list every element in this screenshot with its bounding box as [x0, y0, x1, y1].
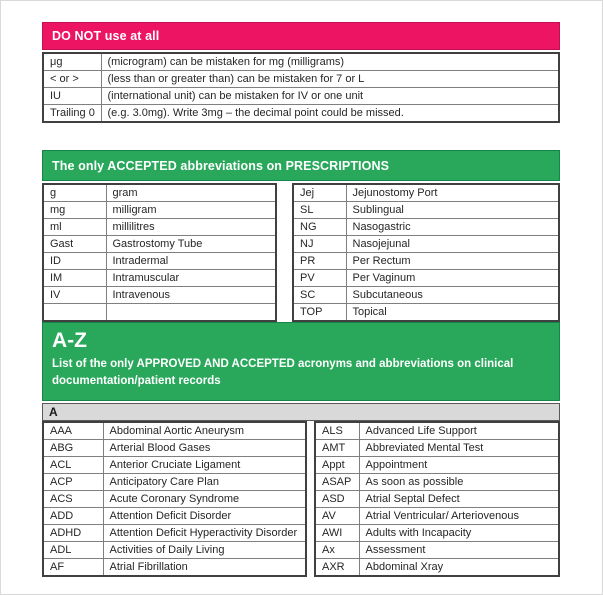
- az-table-left: [42, 421, 307, 577]
- table-row: [43, 422, 306, 440]
- az-title: A-Z: [52, 329, 87, 352]
- abbreviation-cell: SL: [293, 202, 346, 219]
- abbreviation-cell: < or >: [43, 71, 101, 88]
- az-section: [42, 322, 560, 577]
- abbreviation-cell: PR: [293, 253, 346, 270]
- description-cell: Adults with Incapacity: [359, 524, 559, 541]
- table-row: [43, 490, 306, 507]
- description-cell: Advanced Life Support: [359, 422, 559, 440]
- abbreviation-cell: mg: [43, 202, 106, 219]
- table-row: [315, 456, 559, 473]
- description-cell: (e.g. 3.0mg). Write 3mg – the decimal point could be missed.: [101, 105, 559, 123]
- abbreviation-cell: IV: [43, 287, 106, 304]
- table-row: [293, 219, 559, 236]
- abbreviation-cell: ml: [43, 219, 106, 236]
- table-row: [43, 219, 276, 236]
- prescriptions-table-right: [292, 183, 560, 322]
- description-cell: Abbreviated Mental Test: [359, 439, 559, 456]
- prescriptions-title: The only ACCEPTED abbreviations on PRESCRIPTIONS: [52, 158, 390, 173]
- table-row: [43, 236, 276, 253]
- abbreviation-cell: ACL: [43, 456, 103, 473]
- table-row: [43, 253, 276, 270]
- table-gap: [277, 183, 292, 322]
- description-cell: (less than or greater than) can be mistaken for 7 or L: [101, 71, 559, 88]
- description-cell: [106, 304, 276, 322]
- description-cell: Anticipatory Care Plan: [103, 473, 306, 490]
- table-row: [43, 105, 559, 123]
- az-table-right: [314, 421, 560, 577]
- abbreviation-cell: Ax: [315, 541, 359, 558]
- description-cell: Jejunostomy Port: [346, 184, 559, 202]
- description-cell: (international unit) can be mistaken for IV or one unit: [101, 88, 559, 105]
- abbreviation-cell: ACS: [43, 490, 103, 507]
- abbreviation-cell: AMT: [315, 439, 359, 456]
- table-row: [315, 490, 559, 507]
- abbreviation-cell: ADHD: [43, 524, 103, 541]
- table-row: [293, 202, 559, 219]
- description-cell: milligram: [106, 202, 276, 219]
- description-cell: Topical: [346, 304, 559, 322]
- table-row: [43, 53, 559, 71]
- abbreviation-cell: ASD: [315, 490, 359, 507]
- abbreviation-cell: IM: [43, 270, 106, 287]
- description-cell: Atrial Ventricular/ Arteriovenous: [359, 507, 559, 524]
- description-cell: Intravenous: [106, 287, 276, 304]
- description-cell: Sublingual: [346, 202, 559, 219]
- abbreviation-cell: ALS: [315, 422, 359, 440]
- description-cell: Arterial Blood Gases: [103, 439, 306, 456]
- table-row: [43, 473, 306, 490]
- table-row: [43, 558, 306, 576]
- table-row: [315, 541, 559, 558]
- table-row: [43, 202, 276, 219]
- table-row: [43, 304, 276, 322]
- do-not-section: [42, 22, 560, 123]
- az-subtitle: List of the only APPROVED AND ACCEPTED acronyms and abbreviations on clinical documentation/patient records: [52, 358, 514, 388]
- description-cell: Abdominal Xray: [359, 558, 559, 576]
- abbreviation-cell: ADD: [43, 507, 103, 524]
- table-row: [43, 287, 276, 304]
- description-cell: gram: [106, 184, 276, 202]
- table-row: [43, 507, 306, 524]
- abbreviation-cell: Jej: [293, 184, 346, 202]
- table-row: [293, 236, 559, 253]
- table-row: [315, 524, 559, 541]
- abbreviation-cell: ID: [43, 253, 106, 270]
- description-cell: Intradermal: [106, 253, 276, 270]
- prescriptions-table-left: [42, 183, 277, 322]
- description-cell: Gastrostomy Tube: [106, 236, 276, 253]
- table-gap: [307, 421, 314, 577]
- az-tables: [42, 421, 560, 577]
- do-not-header: [42, 22, 560, 50]
- abbreviation-cell: ADL: [43, 541, 103, 558]
- table-row: [315, 558, 559, 576]
- description-cell: millilitres: [106, 219, 276, 236]
- do-not-title: DO NOT use at all: [52, 29, 160, 43]
- abbreviation-cell: TOP: [293, 304, 346, 322]
- table-row: [315, 507, 559, 524]
- description-cell: Intramuscular: [106, 270, 276, 287]
- abbreviation-cell: NJ: [293, 236, 346, 253]
- description-cell: Acute Coronary Syndrome: [103, 490, 306, 507]
- letter-a-label: A: [49, 404, 58, 419]
- abbreviation-cell: AV: [315, 507, 359, 524]
- abbreviation-cell: AAA: [43, 422, 103, 440]
- abbreviation-cell: AWI: [315, 524, 359, 541]
- description-cell: Assessment: [359, 541, 559, 558]
- table-row: [43, 71, 559, 88]
- table-row: [293, 287, 559, 304]
- description-cell: Subcutaneous: [346, 287, 559, 304]
- description-cell: Attention Deficit Disorder: [103, 507, 306, 524]
- abbreviation-cell: IU: [43, 88, 101, 105]
- description-cell: Anterior Cruciate Ligament: [103, 456, 306, 473]
- description-cell: Appointment: [359, 456, 559, 473]
- az-header: [42, 322, 560, 401]
- table-row: [293, 304, 559, 322]
- abbreviation-cell: NG: [293, 219, 346, 236]
- description-cell: (microgram) can be mistaken for mg (milligrams): [101, 53, 559, 71]
- description-cell: Abdominal Aortic Aneurysm: [103, 422, 306, 440]
- table-row: [43, 270, 276, 287]
- description-cell: Per Vaginum: [346, 270, 559, 287]
- table-row: [293, 253, 559, 270]
- description-cell: As soon as possible: [359, 473, 559, 490]
- description-cell: Per Rectum: [346, 253, 559, 270]
- description-cell: Activities of Daily Living: [103, 541, 306, 558]
- abbreviation-cell: AXR: [315, 558, 359, 576]
- abbreviation-cell: Gast: [43, 236, 106, 253]
- abbreviation-cell: g: [43, 184, 106, 202]
- abbreviation-cell: AF: [43, 558, 103, 576]
- prescriptions-header: [42, 150, 560, 181]
- table-row: [293, 270, 559, 287]
- description-cell: Nasojejunal: [346, 236, 559, 253]
- table-row: [43, 184, 276, 202]
- abbreviation-cell: Trailing 0: [43, 105, 101, 123]
- table-row: [315, 422, 559, 440]
- letter-a-row: [42, 403, 560, 421]
- table-row: [43, 541, 306, 558]
- abbreviation-cell: ABG: [43, 439, 103, 456]
- description-cell: Nasogastric: [346, 219, 559, 236]
- abbreviation-cell: ASAP: [315, 473, 359, 490]
- table-row: [315, 473, 559, 490]
- description-cell: Atrial Septal Defect: [359, 490, 559, 507]
- table-row: [43, 456, 306, 473]
- table-row: [43, 88, 559, 105]
- prescriptions-section: [42, 150, 560, 322]
- prescriptions-tables: [42, 183, 560, 322]
- description-cell: Attention Deficit Hyperactivity Disorder: [103, 524, 306, 541]
- do-not-table: [42, 52, 560, 123]
- abbreviation-cell: Appt: [315, 456, 359, 473]
- description-cell: Atrial Fibrillation: [103, 558, 306, 576]
- table-row: [293, 184, 559, 202]
- abbreviation-cell: μg: [43, 53, 101, 71]
- abbreviation-cell: PV: [293, 270, 346, 287]
- abbreviation-cell: [43, 304, 106, 322]
- table-row: [43, 524, 306, 541]
- table-row: [315, 439, 559, 456]
- abbreviation-cell: ACP: [43, 473, 103, 490]
- abbreviation-cell: SC: [293, 287, 346, 304]
- table-row: [43, 439, 306, 456]
